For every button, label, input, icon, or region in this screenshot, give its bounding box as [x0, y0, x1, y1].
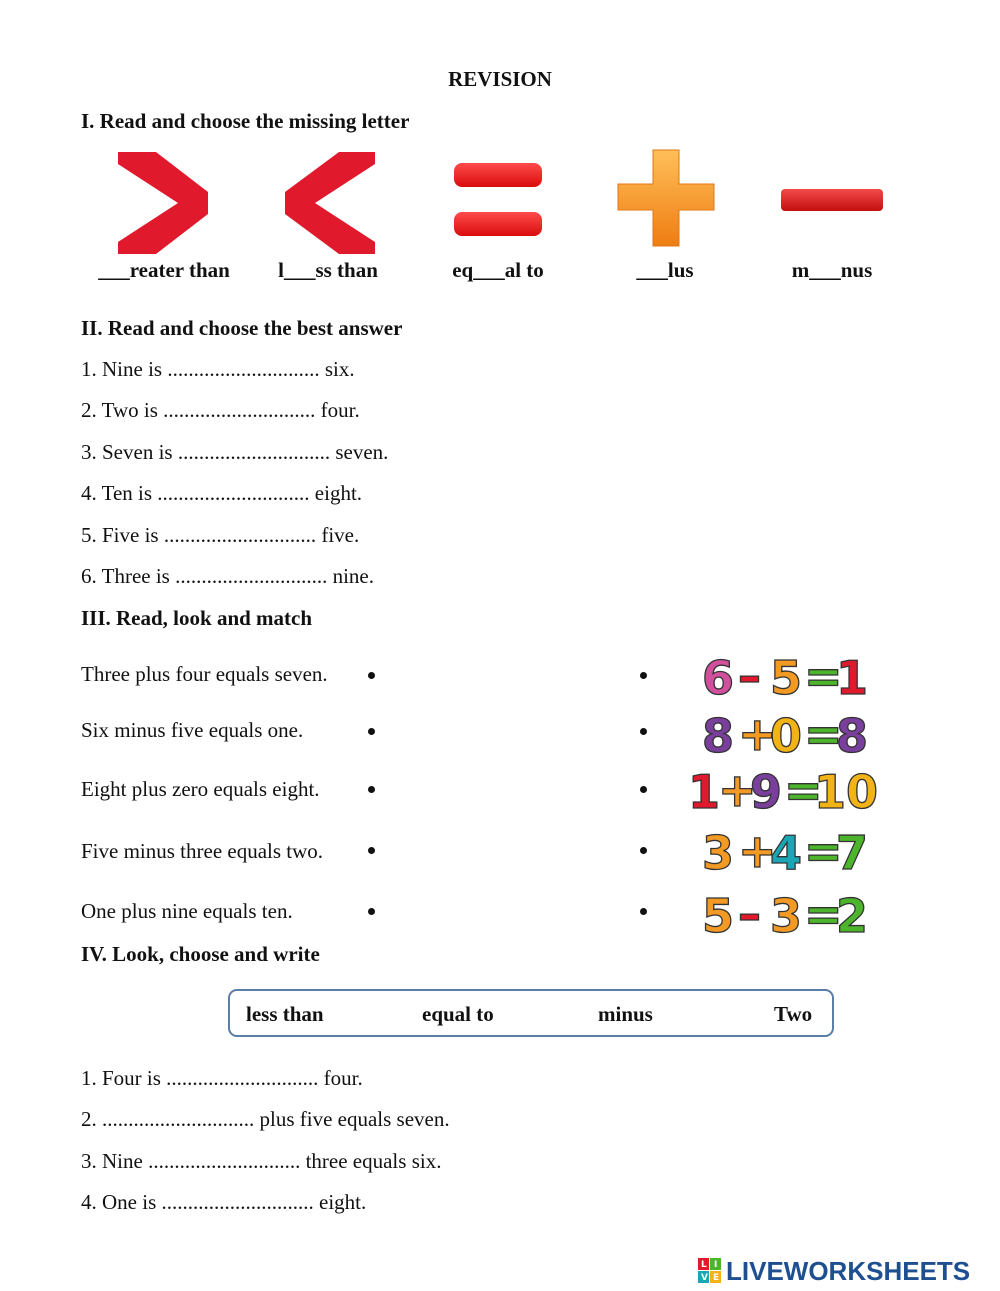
- eq-digit: 3: [702, 826, 735, 875]
- symbol-label-less: l___ss than: [278, 258, 378, 282]
- word-bank: [228, 989, 834, 1037]
- question-line: 2. Two is ............................. four.: [81, 398, 360, 422]
- svg-text:V: V: [701, 1273, 708, 1283]
- section-4-heading: IV. Look, choose and write: [81, 942, 320, 966]
- match-dot-right[interactable]: [640, 847, 647, 854]
- equation-image-5-3-2: [700, 886, 890, 938]
- match-sentence: Six minus five equals one.: [81, 718, 304, 742]
- match-sentence: Three plus four equals seven.: [81, 662, 328, 686]
- eq-result: 2: [836, 889, 869, 938]
- eq-digit: 5: [770, 651, 803, 700]
- question-line: 3. Seven is ............................. seven.: [81, 440, 389, 464]
- eq-result: 1: [836, 651, 869, 700]
- eq-equals: =: [804, 707, 843, 758]
- minus-symbol: [780, 188, 884, 214]
- eq-digit: 1: [688, 765, 721, 814]
- symbol-label-plus: ___lus: [636, 258, 694, 282]
- match-sentence: Five minus three equals two.: [81, 839, 324, 863]
- eq-digit: 3: [770, 889, 803, 938]
- equation-image-1-9-10: [686, 762, 886, 814]
- eq-operator: +: [738, 824, 777, 875]
- eq-digit: 0: [770, 709, 803, 758]
- equal-symbol: [452, 160, 544, 242]
- eq-digit: 9: [750, 765, 783, 814]
- question-line: 5. Five is ............................. five.: [81, 523, 360, 547]
- logo-text: LIVEWORKSHEETS: [726, 1256, 971, 1286]
- section-2-heading: II. Read and choose the best answer: [81, 316, 403, 340]
- word-bank-item: equal to: [422, 1002, 494, 1026]
- eq-equals: =: [784, 763, 823, 814]
- eq-result: 7: [836, 826, 869, 875]
- question-line: 6. Three is ............................. nine.: [81, 564, 374, 588]
- word-bank-item: minus: [598, 1002, 653, 1026]
- match-dot-right[interactable]: [640, 728, 647, 735]
- plus-symbol: [616, 148, 716, 248]
- symbol-label-minus: m___nus: [791, 258, 873, 282]
- eq-result: 10: [814, 765, 879, 814]
- match-dot-left[interactable]: [368, 728, 375, 735]
- svg-text:I: I: [714, 1260, 718, 1270]
- svg-text:L: L: [701, 1260, 707, 1270]
- eq-equals: =: [804, 887, 843, 938]
- question-line: 2. ............................. plus five equals seven.: [81, 1107, 450, 1131]
- question-line: 4. Ten is ............................. eight.: [81, 481, 363, 505]
- eq-equals: =: [804, 649, 843, 700]
- question-line: 1. Nine is ............................. six.: [81, 357, 355, 381]
- eq-operator: +: [718, 763, 757, 814]
- logo-blocks-icon: [698, 1258, 722, 1284]
- eq-operator: +: [738, 707, 777, 758]
- word-bank-item: less than: [246, 1002, 324, 1026]
- match-dot-left[interactable]: [368, 847, 375, 854]
- eq-digit: 6: [702, 651, 735, 700]
- eq-operator: –: [738, 649, 761, 700]
- equation-image-8-0-8: [700, 706, 890, 758]
- match-dot-right[interactable]: [640, 908, 647, 915]
- question-line: 1. Four is ............................. four.: [81, 1066, 363, 1090]
- eq-digit: 4: [770, 826, 803, 875]
- word-bank-item: Two: [774, 1002, 813, 1026]
- symbol-label-greater: ___reater than: [98, 258, 230, 282]
- svg-text:E: E: [713, 1273, 720, 1283]
- page-title: REVISION: [448, 67, 552, 91]
- less-than-symbol: [285, 152, 377, 254]
- equation-image-6-5-1: [700, 648, 890, 700]
- symbol-label-equal: eq___al to: [452, 258, 544, 282]
- match-dot-right[interactable]: [640, 786, 647, 793]
- section-1-heading: I. Read and choose the missing letter: [81, 109, 410, 133]
- section-3-heading: III. Read, look and match: [81, 606, 313, 630]
- match-dot-right[interactable]: [640, 672, 647, 679]
- question-line: 4. One is ............................. eight.: [81, 1190, 367, 1214]
- liveworksheets-logo: [698, 1256, 994, 1286]
- match-dot-left[interactable]: [368, 786, 375, 793]
- match-dot-left[interactable]: [368, 672, 375, 679]
- question-line: 3. Nine ............................. three equals six.: [81, 1149, 442, 1173]
- eq-result: 8: [836, 709, 869, 758]
- match-sentence: One plus nine equals ten.: [81, 899, 293, 923]
- eq-digit: 8: [702, 709, 735, 758]
- equation-image-3-4-7: [700, 823, 890, 875]
- match-sentence: Eight plus zero equals eight.: [81, 777, 320, 801]
- match-dot-left[interactable]: [368, 908, 375, 915]
- eq-operator: –: [738, 887, 761, 938]
- greater-than-symbol: [118, 152, 210, 254]
- eq-digit: 5: [702, 889, 735, 938]
- eq-equals: =: [804, 824, 843, 875]
